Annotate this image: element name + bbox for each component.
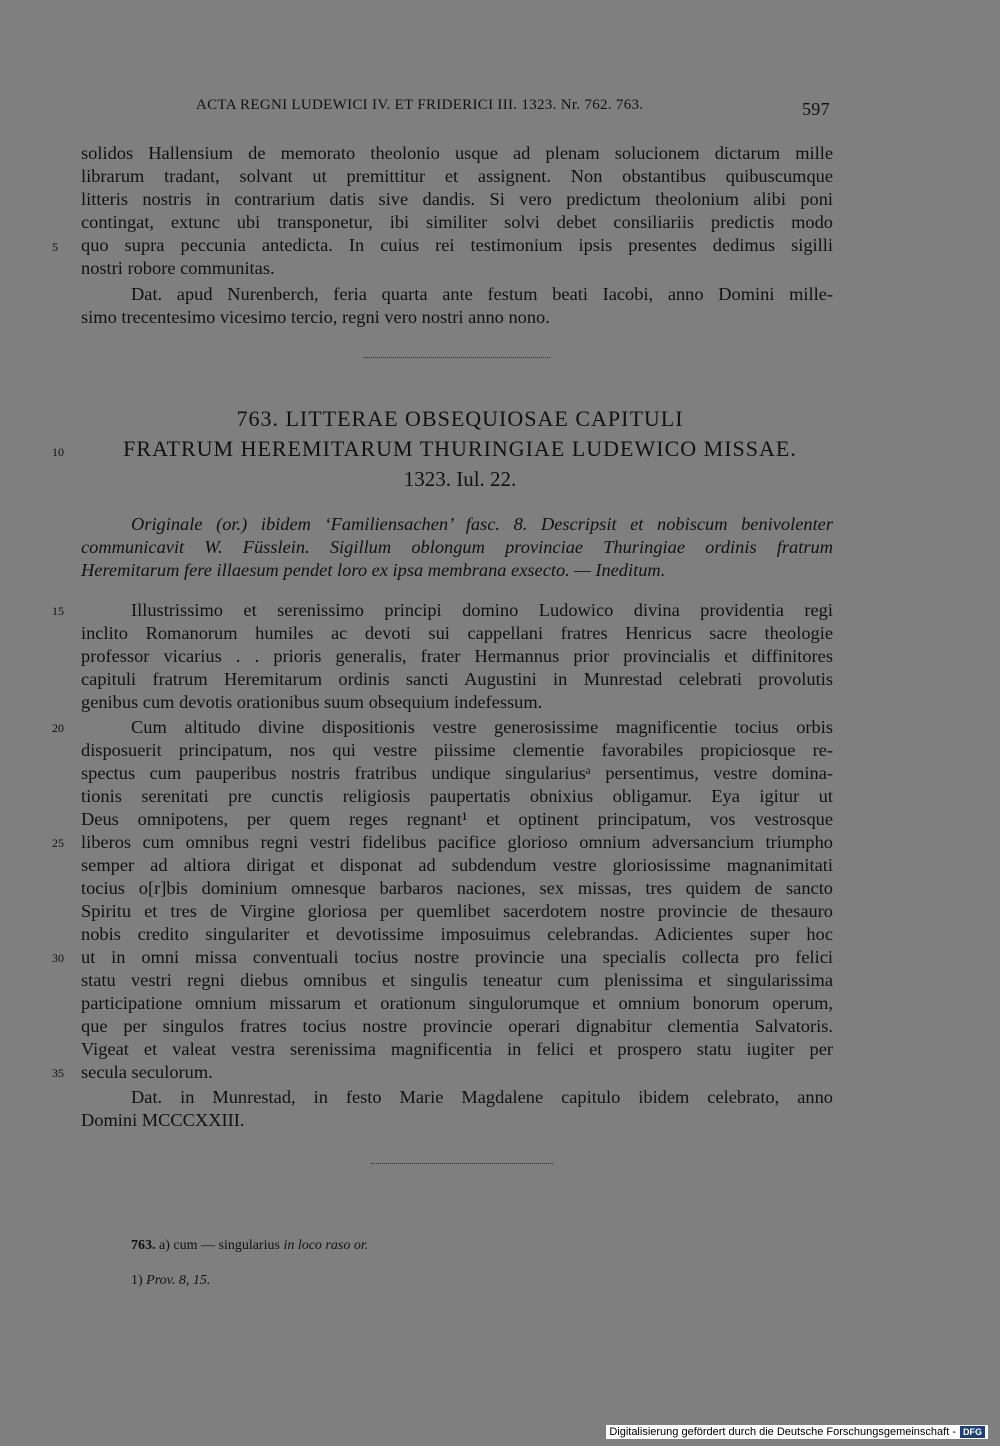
text-line: quo supra peccunia antedicta. In cuius rei testimonium ipsis presentes dedimus sigilli [81, 235, 833, 255]
document-title-line-2: FRATRUM HEREMITARUM THURINGIAE LUDEWICO MISSAE. [123, 436, 797, 461]
text-line: Illustrissimo et serenissimo principi domino Ludowico divina providentia regi [131, 600, 833, 620]
text-line: secula seculorum. [81, 1062, 213, 1082]
text-line: tocius o[r]bis dominium omnesque barbaros naciones, sex missas, tres quidem de sancto [81, 878, 833, 898]
line-number: 10 [52, 445, 64, 459]
text-line: statu vestri regni diebus omnibus et singulis teneatur cum plenissima et singularissima [81, 970, 833, 990]
footnote-doc-number: 763. [131, 1238, 156, 1253]
separator [371, 1163, 553, 1165]
footnote-text: cum — singularius [173, 1238, 280, 1253]
line-number: 30 [52, 951, 64, 965]
source-note-line: Heremitarum fere illaesum pendet loro ex ipsa membrana exsecto. — Ineditum. [81, 560, 666, 580]
text-line: tionis serenitati pre cunctis religiosis paupertatis obnixius obligamur. Eya igitur ut [81, 786, 833, 806]
footnote-mark: a) [159, 1238, 170, 1253]
text-line: Dat. apud Nurenberch, feria quarta ante festum beati Iacobi, anno Domini mille- [131, 284, 833, 304]
running-title: ACTA REGNI LUDEWICI IV. ET FRIDERICI III. 1323. Nr. 762. 763. [196, 97, 644, 113]
page-number: 597 [802, 99, 830, 119]
line-number: 35 [52, 1066, 64, 1080]
footnote-a [131, 1238, 368, 1254]
text-line: contingat, extunc ubi transponetur, ibi similiter solvi debet consiliariis predictis modo [81, 212, 833, 232]
text-line: capituli fratrum Heremitarum ordinis sancti Augustini in Munrestad celebrati provolutis [81, 669, 833, 689]
text-line: librarum tradant, solvant ut premittitur et assignent. Non obstantibus quibuscumque [81, 166, 833, 186]
text-line: genibus cum devotis orationibus suum obsequium indefessum. [81, 692, 543, 712]
footnote-1 [131, 1273, 210, 1289]
funding-text: Digitalisierung gefördert durch die Deutsche Forschungsgemeinschaft - [609, 1426, 956, 1438]
text-line: Dat. in Munrestad, in festo Marie Magdalene capitulo ibidem celebrato, anno [131, 1087, 833, 1107]
text-line: liberos cum omnibus regni vestri fidelibus pacifice glorioso omnium adversancium triumpho [81, 832, 833, 852]
document-title-line-1: 763. LITTERAE OBSEQUIOSAE CAPITULI [236, 406, 684, 431]
line-number: 25 [52, 836, 64, 850]
line-number: 5 [52, 240, 58, 254]
text-line: nostri robore communitas. [81, 258, 275, 278]
text-line: simo trecentesimo vicesimo tercio, regni vero nostri anno nono. [81, 307, 550, 327]
line-number: 20 [52, 721, 64, 735]
source-note-line: Originale (or.) ibidem ‘Familiensachen’ fasc. 8. Descripsit et nobiscum benivolenter [131, 514, 833, 534]
footnote-mark: 1) [131, 1273, 143, 1288]
text-line: spectus cum pauperibus nostris fratribus undique singulariusᵃ persentimus, vestre domina- [81, 763, 833, 783]
text-line: que per singulos fratres tocius nostre provincie operari dignabitur clementia Salvatoris. [81, 1016, 833, 1036]
text-line: nobis credito singulariter et devotissime imposuimus celebrandas. Adicientes super hoc [81, 924, 833, 944]
text-line: Spiritu et tres de Virgine gloriosa per quemlibet sacerdotem nostre provincie de thesauro [81, 901, 833, 921]
text-line: semper ad altiora dirigat et disponat ad subdendum vestre gloriosissime magnanimitati [81, 855, 833, 875]
line-number: 15 [52, 604, 64, 618]
source-note-line: communicavit W. Füsslein. Sigillum oblongum provinciae Thuringiae ordinis fratrum [81, 537, 833, 557]
text-line: inclito Romanorum humiles ac devoti sui cappellani fratres Henricus sacre theologie [81, 623, 833, 643]
text-line: Cum altitudo divine dispositionis vestre generosissime magnificentie tocius orbis [131, 717, 833, 737]
separator [364, 357, 550, 359]
text-line: solidos Hallensium de memorato theolonio usque ad plenam solucionem dictarum mille [81, 143, 833, 163]
footnote-italic: in loco raso or. [283, 1238, 369, 1253]
text-line: Deus omnipotens, per quem reges regnant¹ et optinent principatum, vos vestrosque [81, 809, 833, 829]
text-line: ut in omni missa conventuali tocius nostre provincie una specialis collecta pro felici [81, 947, 833, 967]
text-line: professor vicarius . . prioris generalis, frater Hermannus prior provincialis et diffinitores [81, 646, 833, 666]
dfg-logo: DFG [960, 1426, 985, 1438]
document-date: 1323. Iul. 22. [403, 467, 517, 491]
text-line: disposuerit principatum, nos qui vestre piissime clementie favorabiles propiciosque re- [81, 740, 833, 760]
footnote-text: Prov. 8, 15. [146, 1273, 211, 1288]
funding-notice [606, 1425, 988, 1439]
text-line: Domini MCCCXXIII. [81, 1110, 245, 1130]
text-line: litteris nostris in contrarium datis sive dandis. Si vero predictum theolonium alibi poni [81, 189, 833, 209]
text-line: participatione omnium missarum et orationum singulorumque et omnium bonorum operum, [81, 993, 833, 1013]
text-line: Vigeat et valeat vestra serenissima magnificentia in felici et prospero statu iugiter per [81, 1039, 833, 1059]
